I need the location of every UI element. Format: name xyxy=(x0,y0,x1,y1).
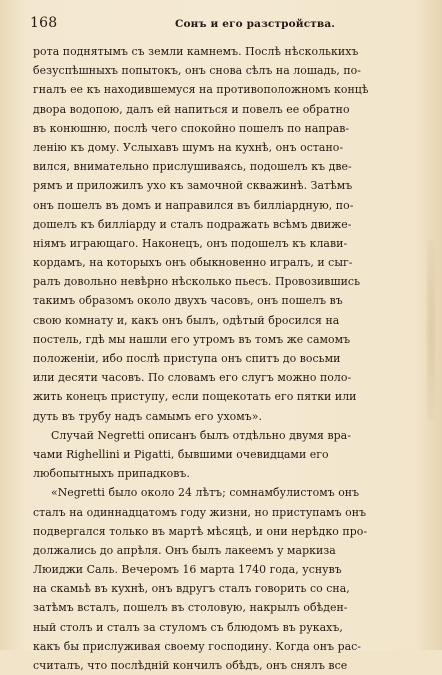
text-line: рямъ и приложилъ ухо къ замочной скважинѣ. Затѣмъ xyxy=(33,179,353,193)
text-line: положеніи, ибо послѣ приступа онъ спитъ до восьми xyxy=(33,352,341,365)
page-number: 168 xyxy=(30,15,58,31)
text-line: въ конюшню, послѣ чего спокойно пошелъ по направ- xyxy=(33,121,350,135)
text-line: ралъ довольно невѣрно нѣсколько пьесъ. Провозившись xyxy=(33,275,361,289)
text-line: вился, внимательно прислушиваясь, подошелъ къ две- xyxy=(33,160,352,174)
text-line: постель, гдѣ мы нашли его утромъ въ томъ же самомъ xyxy=(33,332,351,346)
text-line: свою комнату и, какъ онъ былъ, одѣтый бросился на xyxy=(33,313,340,327)
text-line: на скамьѣ въ кухнѣ, онъ вдругъ сталъ говорить со сна, xyxy=(33,582,350,596)
text-line: гналъ ее къ находившемуся на противоположномъ концѣ xyxy=(33,83,369,97)
text-line: безуспѣшныхъ попытокъ, онъ снова сѣлъ на лошадь, по- xyxy=(33,64,361,78)
text-line: чами Righellini и Pigatti, бывшими очевидцами его xyxy=(33,447,329,461)
text-line: должались до апрѣля. Онъ былъ лакеемъ у маркиза xyxy=(33,543,336,557)
text-line: такимъ образомъ около двухъ часовъ, онъ пошелъ въ xyxy=(33,294,343,308)
text-line: кордамъ, на которыхъ онъ обыкновенно игралъ, и сыг- xyxy=(33,256,353,270)
running-title: Сонъ и его разстройства. xyxy=(175,18,336,30)
text-line: дошелъ къ билліарду и сталъ подражать всѣмъ движе- xyxy=(33,217,352,231)
paragraph-start-line: Случай Negretti описанъ былъ отдѣльно двумя вра- xyxy=(51,428,351,442)
text-line: онъ пошелъ въ домъ и направился въ билліардную, по- xyxy=(33,198,354,212)
text-line: считалъ, что послѣдній кончилъ обѣдъ, онъ снялъ все xyxy=(33,659,348,672)
text-line: двора водопою, далъ ей напиться и повелъ ее обратно xyxy=(33,102,350,116)
text-line: затѣмъ всталъ, пошелъ въ столовую, накрылъ обѣден- xyxy=(33,601,348,615)
text-line: рота поднятымъ съ земли камнемъ. Послѣ нѣсколькихъ xyxy=(33,45,359,58)
text-line: дуть въ трубу надъ самымъ его ухомъ». xyxy=(33,409,262,423)
body-text xyxy=(33,42,389,675)
paper-stain xyxy=(426,240,436,420)
text-line: Люиджи Саль. Вечеромъ 16 марта 1740 года, уснувъ xyxy=(33,563,342,577)
text-line: ленію къ дому. Услыхавъ шумъ на кухнѣ, онъ остано- xyxy=(33,140,344,154)
paragraph-start-line: «Negretti было около 24 лѣтъ; сомнамбулистомъ онъ xyxy=(51,486,360,500)
page-header xyxy=(30,14,410,32)
text-line: ный столъ и сталъ за стуломъ съ блюдомъ въ рукахъ, xyxy=(33,620,343,634)
text-line: жить конецъ приступу, если пощекотать его пятки или xyxy=(33,390,357,404)
text-line: любопытныхъ припадковъ. xyxy=(33,467,190,481)
text-line: какъ бы прислуживая своему господину. Когда онъ рас- xyxy=(33,639,362,653)
text-line: подвергался только въ мартѣ мѣсяцѣ, и они нерѣдко про- xyxy=(33,524,368,538)
text-line: или десяти часовъ. По словамъ его слугъ можно поло- xyxy=(33,371,352,385)
text-line: сталъ на одиннадцатомъ году жизни, но приступамъ онъ xyxy=(33,505,367,519)
text-line: ніямъ играющаго. Наконецъ, онъ подошелъ къ клави- xyxy=(33,236,348,250)
